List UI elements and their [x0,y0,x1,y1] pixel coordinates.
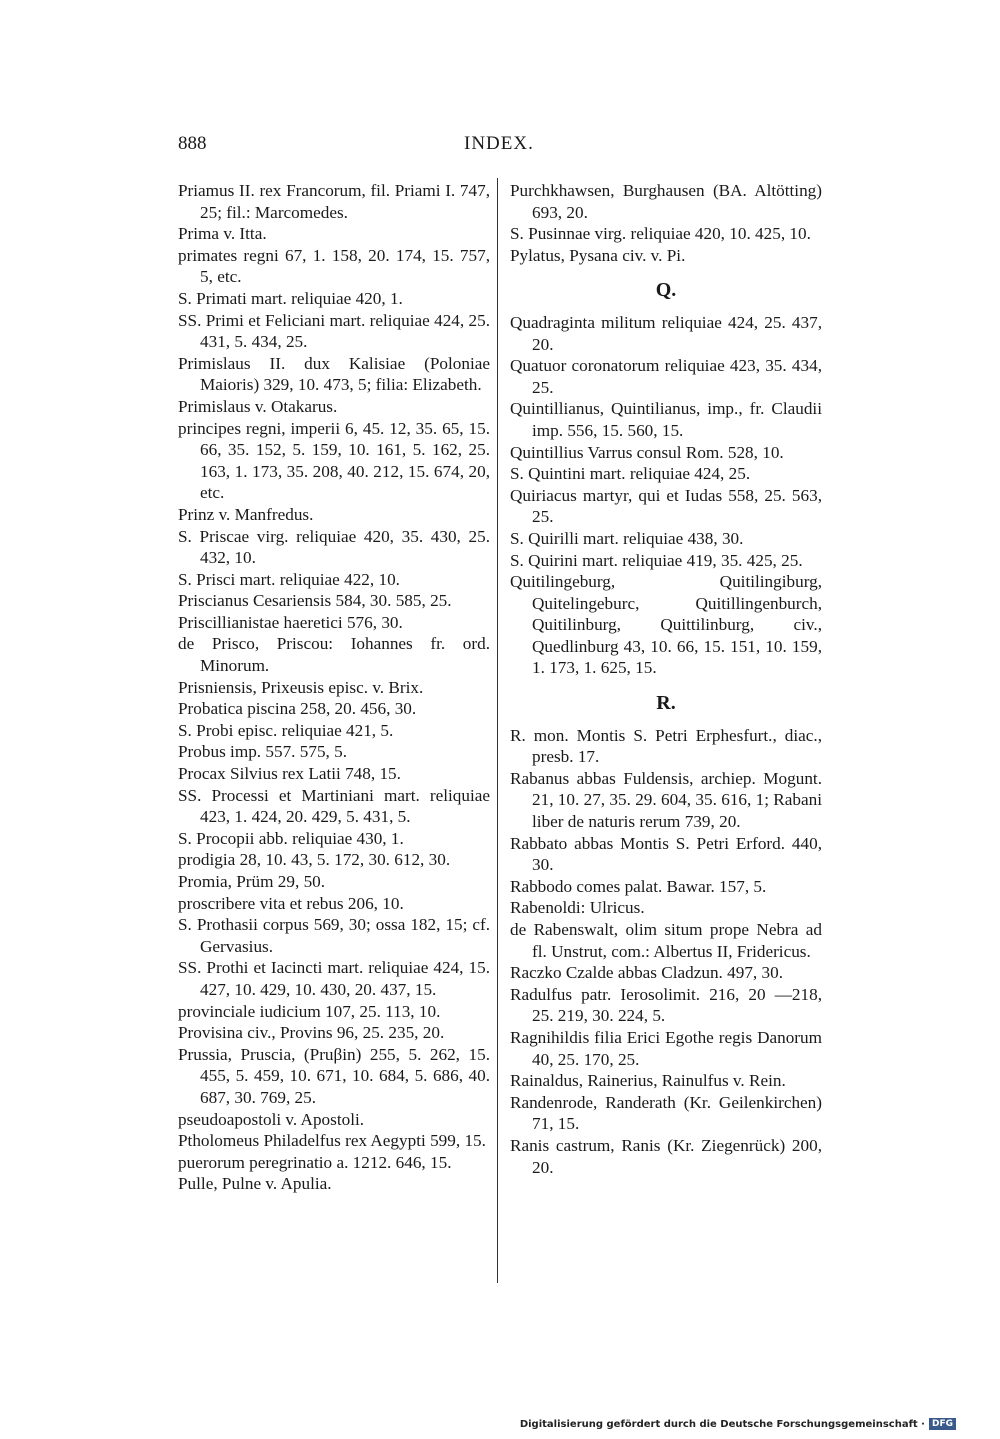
index-entry: Prinz v. Manfredus. [178,504,314,524]
index-entry: S. Quirini mart. reliquiae 419, 35. 425, 25. [510,550,803,570]
index-entry: prodigia 28, 10. 43, 5. 172, 30. 612, 30. [178,850,451,870]
index-entry: de Prisco, Priscou: Iohannes fr. ord. Minorum. [178,634,490,676]
section-heading-r: R. [656,692,676,715]
page-title: INDEX. [464,133,534,154]
index-entry: R. mon. Montis S. Petri Erphesfurt., diac., presb. 17. [510,725,822,767]
index-entry: Pulle, Pulne v. Apulia. [178,1174,332,1194]
index-entry: SS. Prothi et Iacincti mart. reliquiae 424, 15. 427, 10. 429, 10. 430, 20. 437, 15. [178,958,490,999]
dfg-logo-icon: DFG [929,1418,956,1430]
index-entry: Promia, Prüm 29, 50. [178,872,326,891]
index-entry: Rabbato abbas Montis S. Petri Erford. 440, 30. [510,833,822,875]
index-entry: S. Probi episc. reliquiae 421, 5. [178,720,394,740]
index-entry: Prima v. Itta. [178,224,267,244]
index-entry: Provisina civ., Provins 96, 25. 235, 20. [178,1023,445,1043]
index-entry: Probatica piscina 258, 20. 456, 30. [178,699,417,719]
index-entry: S. Primati mart. reliquiae 420, 1. [178,288,403,308]
index-entry: Rabanus abbas Fuldensis, archiep. Mogunt. 21, 10. 27, 35. 29. 604, 35. 616, 1; Rabani liber de naturis rerum 739, 20. [510,768,822,832]
index-entry: pseudoapostoli v. Apostoli. [178,1109,365,1129]
index-entry: Prussia, Pruscia, (Pruβin) 255, 5. 262, 15. 455, 5. 459, 10. 671, 10. 684, 5. 686, 40. 687, 30. 769, 25. [178,1044,490,1107]
index-entry: Primislaus v. Otakarus. [178,396,338,416]
index-entry: Prisniensis, Prixeusis episc. v. Brix. [178,677,424,697]
index-entry: Quintillius Varrus consul Rom. 528, 10. [510,442,784,462]
right-column [510,180,822,1178]
index-entry: Raczko Czalde abbas Cladzun. 497, 30. [510,963,784,983]
index-entry: Probus imp. 557. 575, 5. [178,742,348,762]
index-entry: S. Procopii abb. reliquiae 430, 1. [178,828,404,848]
index-entry: Quiriacus martyr, qui et Iudas 558, 25. 563, 25. [510,485,822,527]
index-entry: primates regni 67, 1. 158, 20. 174, 15. 757, 5, etc. [178,245,490,287]
index-entry: Quatuor coronatorum reliquiae 423, 35. 434, 25. [510,356,822,397]
footer-text: Digitalisierung gefördert durch die Deutsche Forschungsgemeinschaft · [519,1418,925,1430]
index-entry: Pylatus, Pysana civ. v. Pi. [510,245,686,265]
index-entry: Priamus II. rex Francorum, fil. Priami I. 747, 25; fil.: Marcomedes. [178,181,490,222]
index-entry: Primislaus II. dux Kalisiae (Poloniae Maioris) 329, 10. 473, 5; filia: Elizabeth. [178,353,490,395]
index-entry: Purchkhawsen, Burghausen (BA. Altötting) 693, 20. [510,181,822,222]
index-entry: Ptholomeus Philadelfus rex Aegypti 599, 15. [178,1131,486,1151]
index-entry: Radulfus patr. Ierosolimit. 216, 20 —218, 25. 219, 30. 224, 5. [510,984,822,1026]
index-entry: proscribere vita et rebus 206, 10. [178,893,404,913]
index-entry: Rabenoldi: Ulricus. [510,898,645,918]
index-entry: Quintillianus, Quintilianus, imp., fr. Claudii imp. 556, 15. 560, 15. [510,399,822,440]
index-entry: SS. Processi et Martiniani mart. reliquiae 423, 1. 424, 20. 429, 5. 431, 5. [178,785,490,827]
index-entry: Ragnihildis filia Erici Egothe regis Danorum 40, 25. 170, 25. [510,1027,822,1069]
page-number: 888 [178,133,207,154]
index-entry: Priscillianistae haeretici 576, 30. [178,612,403,632]
index-entry: Ranis castrum, Ranis (Kr. Ziegenrück) 200, 20. [510,1135,822,1177]
footer-credit [520,1418,956,1430]
left-column [178,180,490,1195]
index-entry: S. Pusinnae virg. reliquiae 420, 10. 425, 10. [510,224,811,244]
index-entry: provinciale iudicium 107, 25. 113, 10. [178,1001,441,1021]
index-entry: de Rabenswalt, olim situm prope Nebra ad fl. Unstrut, com.: Albertus II, Fridericus. [510,920,822,961]
index-entry: Quitilingeburg, Quitilingiburg, Quitelingeburc, Quitillingenburch, Quitilinburg, Quittilinburg, civ., Quedlinburg 43, 10. 66, 15. 151, 10. 159, 1. 173, 1. 625, 15. [510,572,822,678]
index-entry: S. Quintini mart. reliquiae 424, 25. [510,464,751,484]
index-entry: S. Priscae virg. reliquiae 420, 35. 430, 25. 432, 10. [178,526,490,568]
index-entry: S. Quirilli mart. reliquiae 438, 30. [510,528,744,548]
index-entry: puerorum peregrinatio a. 1212. 646, 15. [178,1152,452,1172]
index-entry: Randenrode, Randerath (Kr. Geilenkirchen) 71, 15. [510,1092,822,1134]
index-entry: Priscianus Cesariensis 584, 30. 585, 25. [178,591,452,611]
index-entry: principes regni, imperii 6, 45. 12, 35. 65, 15. 66, 35. 152, 5. 159, 10. 161, 5. 162, 25. 163, 1. 173, 35. 208, 40. 212, 15. 674, 20, etc. [178,418,490,503]
index-entry: S. Prothasii corpus 569, 30; ossa 182, 15; cf. Gervasius. [178,915,490,956]
index-entry: Rainaldus, Rainerius, Rainulfus v. Rein. [510,1071,786,1091]
index-entry: Procax Silvius rex Latii 748, 15. [178,764,401,784]
index-entry: Rabbodo comes palat. Bawar. 157, 5. [510,876,767,896]
section-heading-q: Q. [655,279,677,302]
column-divider [497,178,498,1283]
index-entry: Quadraginta militum reliquiae 424, 25. 437, 20. [510,312,822,354]
index-entry: S. Prisci mart. reliquiae 422, 10. [178,569,400,589]
index-entry: SS. Primi et Feliciani mart. reliquiae 424, 25. 431, 5. 434, 25. [178,310,490,352]
